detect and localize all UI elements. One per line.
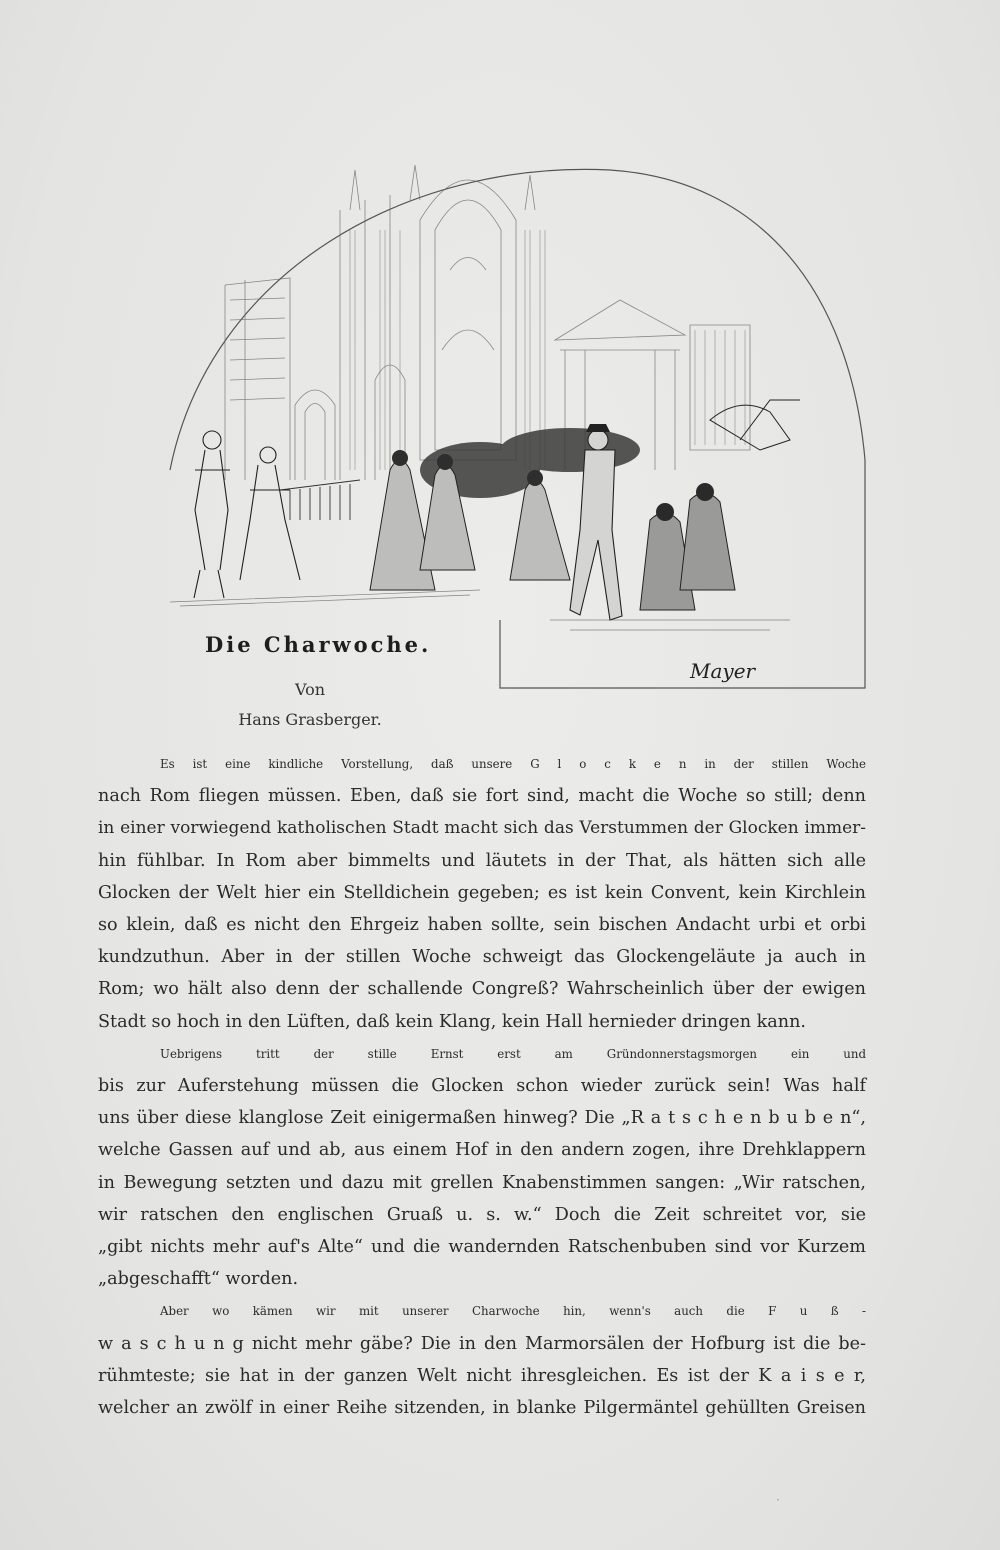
paragraph-1: [98, 748, 866, 1038]
text-line: in Bewegung setzten und dazu mit grellen Knabenstimmen sangen: „Wir ratschen,: [98, 1172, 866, 1193]
author-name: Hans Grasberger.: [238, 710, 382, 729]
text-line: „gibt nichts mehr auf's Alte“ und die wandernden Ratschenbuben sind vor Kurzem: [98, 1237, 866, 1258]
text-line: Stadt so hoch in den Lüften, daß kein Klang, kein Hall hernieder dringen kann.: [98, 1011, 807, 1032]
article-body: [98, 748, 866, 1424]
text-line: w a s c h u n g nicht mehr gäbe? Die in den Marmorsälen der Hofburg ist die be-: [98, 1333, 866, 1354]
text-line: Glocken der Welt hier ein Stelldichein gegeben; es ist kein Convent, kein Kirchlein: [98, 882, 866, 903]
text-line: Aber wo kämen wir mit unserer Charwoche hin, wenn's auch die F u ß -: [160, 1304, 866, 1319]
paragraph-2: [98, 1038, 866, 1296]
byline-von: Von: [294, 680, 326, 699]
text-line: welche Gassen auf und ab, aus einem Hof in den andern zogen, ihre Drehklappern: [98, 1140, 866, 1161]
text-line: „abgeschafft“ worden.: [98, 1269, 299, 1290]
text-line: nach Rom fliegen müssen. Eben, daß sie fort sind, macht die Woche so still; denn: [98, 786, 866, 807]
text-line: rühmteste; sie hat in der ganzen Welt nicht ihresgleichen. Es ist der K a i s e r,: [98, 1365, 866, 1386]
text-line: in einer vorwiegend katholischen Stadt macht sich das Verstummen der Glocken immer-: [98, 818, 866, 839]
text-line: Uebrigens tritt der stille Ernst erst am Gründonnerstagsmorgen ein und: [160, 1046, 866, 1061]
paragraph-3: [98, 1295, 866, 1424]
illustration-frame: [170, 169, 865, 688]
text-line: hin fühlbar. In Rom aber bimmelts und läutets in der That, als hätten sich alle: [98, 850, 866, 871]
text-line: wir ratschen den englischen Gruaß u. s. w.“ Doch die Zeit schreitet vor, sie: [98, 1204, 866, 1225]
text-line: bis zur Auferstehung müssen die Glocken schon wieder zurück sein! Was half: [98, 1076, 866, 1097]
text-line: so klein, daß es nicht den Ehrgeiz haben sollte, sein bischen Andacht urbi et orbi: [98, 915, 866, 936]
text-line: uns über diese klanglose Zeit einigermaßen hinweg? Die „R a t s c h e n b u b e n“,: [98, 1108, 866, 1129]
page-speck: ·: [776, 1493, 780, 1507]
text-line: Es ist eine kindliche Vorstellung, daß unsere G l o c k e n in der stillen Woche: [160, 757, 866, 771]
text-line: Rom; wo hält also denn der schallende Congreß? Wahrscheinlich über der ewigen: [98, 979, 866, 1000]
text-line: welcher an zwölf in einer Reihe sitzenden, in blanke Pilgermäntel gehüllten Greisen: [98, 1398, 866, 1419]
artist-signature: Mayer: [690, 659, 756, 683]
text-line: kundzuthun. Aber in der stillen Woche schweigt das Glockengeläute ja auch in: [98, 947, 866, 968]
church-illustration: [150, 150, 870, 695]
article-title: Die Charwoche.: [205, 632, 432, 657]
